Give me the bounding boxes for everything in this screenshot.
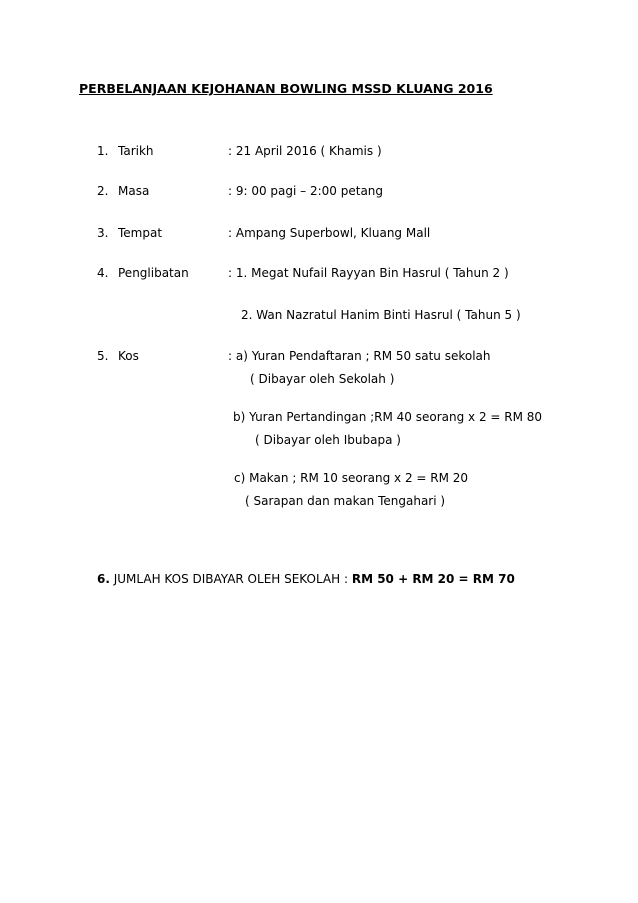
item-value-tarikh: : 21 April 2016 ( Khamis ) bbox=[228, 144, 382, 158]
item-value-penglibatan-1: : 1. Megat Nufail Rayyan Bin Hasrul ( Tahun 2 ) bbox=[228, 266, 509, 280]
item-label-tarikh: Tarikh bbox=[118, 144, 154, 158]
item-value-masa: : 9: 00 pagi – 2:00 petang bbox=[228, 184, 384, 198]
cost-note-a: ( Dibayar oleh Sekolah ) bbox=[250, 372, 395, 386]
item-value-tempat: : Ampang Superbowl, Kluang Mall bbox=[228, 226, 431, 240]
cost-line-c: c) Makan ; RM 10 seorang x 2 = RM 20 bbox=[234, 471, 469, 485]
document-title: PERBELANJAAN KEJOHANAN BOWLING MSSD KLUANG 2016 bbox=[79, 81, 493, 96]
item-value-penglibatan-2: 2. Wan Nazratul Hanim Binti Hasrul ( Tahun 5 ) bbox=[241, 308, 521, 322]
item-number: 4. bbox=[97, 266, 109, 280]
total-label: JUMLAH KOS DIBAYAR OLEH SEKOLAH : bbox=[109, 572, 352, 586]
item-label-masa: Masa bbox=[118, 184, 150, 198]
cost-note-b: ( Dibayar oleh Ibubapa ) bbox=[255, 433, 401, 447]
item-label-tempat: Tempat bbox=[118, 226, 163, 240]
cost-line-a: : a) Yuran Pendaftaran ; RM 50 satu sekolah bbox=[228, 349, 491, 363]
item-number: 2. bbox=[97, 184, 109, 198]
cost-note-c: ( Sarapan dan makan Tengahari ) bbox=[245, 494, 446, 508]
item-number: 1. bbox=[97, 144, 109, 158]
item-label-penglibatan: Penglibatan bbox=[118, 266, 189, 280]
total-amount: RM 50 + RM 20 = RM 70 bbox=[351, 572, 515, 586]
item-label-kos: Kos bbox=[118, 349, 139, 363]
total-number: 6. bbox=[97, 572, 110, 586]
cost-line-b: b) Yuran Pertandingan ;RM 40 seorang x 2 = RM 80 bbox=[233, 410, 543, 424]
item-number: 3. bbox=[97, 226, 109, 240]
item-number: 5. bbox=[97, 349, 109, 363]
total-line bbox=[97, 571, 515, 587]
